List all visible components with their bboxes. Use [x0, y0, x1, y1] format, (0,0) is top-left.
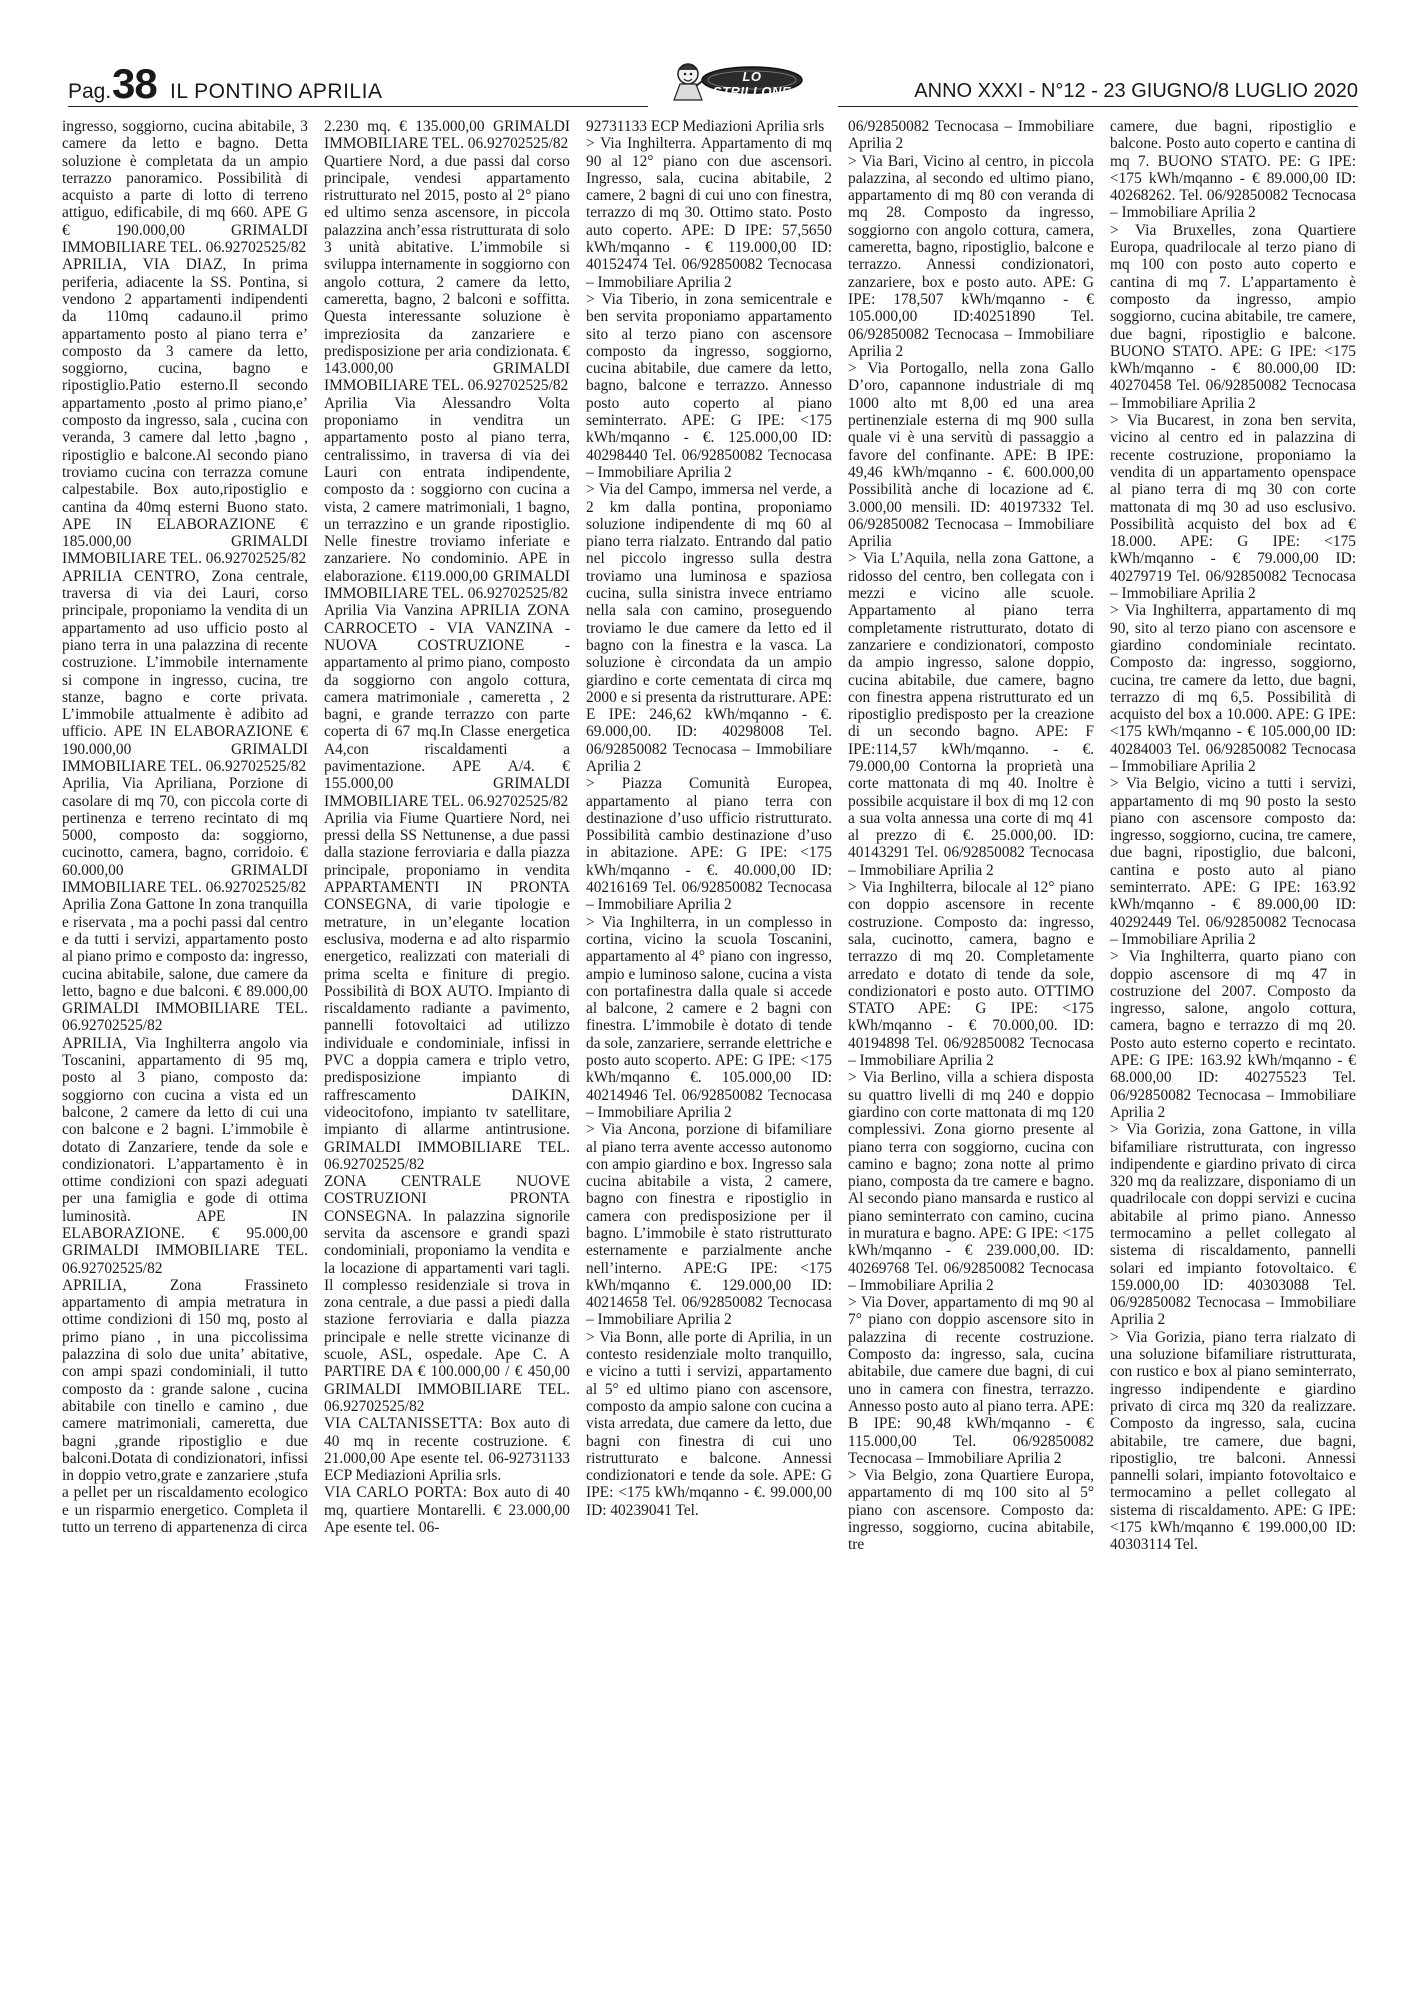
classified-ad: Aprilia Via Vanzina APRILIA ZONA CARROCETO - VIA VANZINA - NUOVA COSTRUZIONE - appartamento al primo piano, composto da soggiorno con angolo cottura, camera matrimoniale , cameretta , 2 bagni, e grande terrazzo con parte coperta di 67 mq.In Classe energetica A4,con riscaldamenti a pavimentazione. APE A/4. € 155.000,00 GRIMALDI IMMOBILIARE TEL. 06.92702525/82: [324, 602, 570, 810]
classified-ad: > Via Inghilterra. Appartamento di mq 90 al 12° piano con due ascensori. Ingresso, sala, cucina abitabile, 2 camere, 2 bagni di cui uno con finestra, terrazzo di mq 30. Ottimo stato. Posto auto coperto. APE: D IPE: 57,5650 kWh/mqanno - € 119.000,00 ID: 40152474 Tel. 06/92850082 Tecnocasa – Immobiliare Aprilia 2: [586, 135, 832, 291]
page-number: 38: [112, 60, 157, 107]
classified-ad: > Via del Campo, immersa nel verde, a 2 km dalla pontina, proponiamo soluzione indipendente di mq 60 al piano terra rialzato. Entrando dal patio nel piccolo ingresso sulla destra troviamo una luminosa e spaziosa cucina, sulla sinistra invece entriamo nella sala con camino, proseguendo troviamo le due camere da letto ed il bagno con la finestra e la vasca. La soluzione è circondata da un ampio giardino e corte cementata di circa mq 2000 e si presenta da ristrutturare. APE: E IPE: 246,62 kWh/mqanno - €. 69.000,00. ID: 40298008 Tel. 06/92850082 Tecnocasa – Immobiliare Aprilia 2: [586, 481, 832, 775]
header-rule-right: [838, 106, 1358, 107]
classified-ad: > Via Gorizia, zona Gattone, in villa bifamiliare ristrutturata, con ingresso indipendente e giardino privato di circa 320 mq da realizzare, disponiamo di un quadrilocale con doppi servizi e cucina abitabile al primo piano. Annesso termocamino a pellet collegato al sistema di riscaldamento, pannelli solari ed impianto fotovoltaico. € 159.000,00 ID: 40303088 Tel. 06/92850082 Tecnocasa – Immobiliare Aprilia 2: [1110, 1121, 1356, 1329]
classified-ad: > Via Belgio, vicino a tutti i servizi, appartamento di mq 90 posto la sesto piano con ascensore composto da: ingresso, soggiorno, cucina, tre camere, due bagni, ripostiglio, due balconi, cantina e posto auto al piano seminterrato. APE: G IPE: 163.92 kWh/mqanno - € 89.000,00 ID: 40292449 Tel. 06/92850082 Tecnocasa – Immobiliare Aprilia 2: [1110, 775, 1356, 948]
classified-ad: 06/92850082 Tecnocasa – Immobiliare Aprilia 2: [848, 118, 1094, 153]
classified-ad: > Piazza Comunità Europea, appartamento al piano terra con destinazione d’uso ufficio ristrutturato. Possibilità cambio destinazione d’uso in abitazione. APE: G IPE: <175 kWh/mqanno - €. 40.000,00 ID: 40216169 Tel. 06/92850082 Tecnocasa – Immobiliare Aprilia 2: [586, 775, 832, 914]
classified-ad: > Via Bonn, alle porte di Aprilia, in un contesto residenziale molto tranquillo, e vicino a tutti i servizi, appartamento al 5° ed ultimo piano con ascensore, composto da ampio salone con cucina a vista arredata, due camere da letto, due bagni con finestra di cui uno ristrutturato e balcone. Annessi condizionatori e tende da sole. APE: G IPE: <175 kWh/mqanno - €. 99.000,00 ID: 40239041 Tel.: [586, 1328, 832, 1519]
classified-ad: ingresso, soggiorno, cucina abitabile, 3 camere da letto e bagno. Detta soluzione è completata da un ampio terrazzo panoramico. Possibilità di acquisto a parte di lotto di terreno attiguo, edificabile, di mq 660. APE G € 190.000,00 GRIMALDI IMMOBILIARE TEL. 06.92702525/82: [62, 118, 308, 257]
classified-ad: > Via Inghilterra, quarto piano con doppio ascensore di mq 47 in costruzione del 2007. Composto da ingresso, salone, angolo cottura, camera, bagno e terrazzo di mq 20. Posto auto esterno coperto e recintato. APE: G IPE: 163.92 kWh/mqanno - € 68.000,00 ID: 40275523 Tel. 06/92850082 Tecnocasa – Immobiliare Aprilia 2: [1110, 948, 1356, 1121]
classified-ad: Aprilia via Fiume Quartiere Nord, nei pressi della SS Nettunense, a due passi dalla stazione ferroviaria e dalla piazza principale, proponiamo in vendita APPARTAMENTI IN PRONTA CONSEGNA, di varie tipologie e metrature, in un’elegante location esclusiva, moderna e ad alto risparmio energetico, realizzati con materiali di prima scelta e finiture di pregio. Possibilità di BOX AUTO. Impianto di riscaldamento radiante a pavimento, pannelli fotovoltaici ad utilizzo individuale e condominiale, infissi in PVC a doppia camera e triplo vetro, predisposizione impianto di raffrescamento DAIKIN, videocitofono, impianto tv satellitare, impianto di allarme antintrusione. GRIMALDI IMMOBILIARE TEL. 06.92702525/82: [324, 809, 570, 1173]
classified-ad: > Via Bari, Vicino al centro, in piccola palazzina, al secondo ed ultimo piano, appartamento di mq 80 con veranda di mq 28. Composto da ingresso, soggiorno con angolo cottura, camera, cameretta, bagno, ripostiglio, balcone e terrazzo. Annessi condizionatori, zanzariere, box e posto auto. APE: G IPE: 178,507 kWh/mqanno - € 105.000,00 ID:40251890 Tel. 06/92850082 Tecnocasa – Immobiliare Aprilia 2: [848, 152, 1094, 360]
classified-ad: APRILIA CENTRO, Zona centrale, traversa di via dei Lauri, corso principale, proponiamo la vendita di un appartamento ad uso ufficio posto al piano terra in una palazzina di recente costruzione. L’immobile internamente si compone in ingresso, cucina, tre stanze, bagno e corte privata. L’immobile attualmente è adibito ad ufficio. APE IN ELABORAZIONE € 190.000,00 GRIMALDI IMMOBILIARE TEL. 06.92702525/82: [62, 567, 308, 775]
page-label: Pag.: [68, 80, 112, 103]
column-5: [1110, 118, 1356, 1978]
classified-ad: Quartiere Nord, a due passi dal corso principale, vendesi appartamento ristrutturato nel 2015, posto al 2° piano ed ultimo senza ascensore, in piccola palazzina anch’essa ristrutturata di solo 3 unità abitative. L’immobile si sviluppa internamente in soggiorno con angolo cottura, 2 camere da letto, cameretta, bagno, 2 balconi e soffitta. Questa interessante soluzione è impreziosita da zanzariere e predisposizione per aria condizionata. € 143.000,00 GRIMALDI IMMOBILIARE TEL. 06.92702525/82: [324, 152, 570, 395]
issue-info: ANNO XXXI - N°12 - 23 GIUGNO/8 LUGLIO 2020: [914, 80, 1358, 102]
lo-strillone-logo: [666, 56, 804, 102]
column-1: [62, 118, 308, 1978]
classified-ad: > Via Ancona, porzione di bifamiliare al piano terra avente accesso autonomo con ampio giardino e box. Ingresso sala cucina abitabile a vista, 2 camere, bagno con finestra e ripostiglio in camera con predisposizione per il bagno. L’immobile è stato ristrutturato esternamente e parzialmente anche nell’interno. APE:G IPE: <175 kWh/mqanno €. 129.000,00 ID: 40214658 Tel. 06/92850082 Tecnocasa – Immobiliare Aprilia 2: [586, 1121, 832, 1329]
classified-ad: > Via L’Aquila, nella zona Gattone, a ridosso del centro, ben collegata con i mezzi e vicino alle scuole. Appartamento al piano terra completamente ristrutturato, dotato di zanzariere e condizionatori, composto da ampio ingresso, salone doppio, cucina abitabile, due camere, bagno con finestra appena ristrutturato ed un ripostiglio predisposto per la creazione di un secondo bagno. APE: F IPE:114,57 kWh/mqanno. - €. 79.000,00 Contorna la proprietà una corte mattonata di mq 40. Inoltre è possibile acquistare il box di mq 12 con a sua volta annessa una corte di mq 41 al prezzo di €. 25.000,00. ID: 40143291 Tel. 06/92850082 Tecnocasa – Immobiliare Aprilia 2: [848, 550, 1094, 879]
column-4: [848, 118, 1094, 1978]
classified-ad: > Via Tiberio, in zona semicentrale e ben servita proponiamo appartamento sito al terzo piano con ascensore composto da ingresso, soggiorno, cucina abitabile, due camere da letto, bagno, balcone e terrazzo. Annesso posto auto coperto al piano seminterrato. APE: G IPE: <175 kWh/mqanno - €. 125.000,00 ID: 40298440 Tel. 06/92850082 Tecnocasa – Immobiliare Aprilia 2: [586, 290, 832, 481]
classifieds-columns: [62, 118, 1358, 1978]
classified-ad: > Via Inghilterra, appartamento di mq 90, sito al terzo piano con ascensore e giardino condominiale recintato. Composto da: ingresso, soggiorno, cucina, tre camere da letto, due bagni, terrazzo di mq 6,5. Possibilità di acquisto del box a 10.000. APE: G IPE: <175 kWh/mqanno - € 105.000,00 ID: 40284003 Tel. 06/92850082 Tecnocasa – Immobiliare Aprilia 2: [1110, 602, 1356, 775]
classified-ad: > Via Gorizia, piano terra rialzato di una soluzione bifamiliare ristrutturata, con rustico e box al piano seminterrato, ingresso indipendente e giardino privato di circa mq 320 da realizzare. Composto da ingresso, sala, cucina abitabile, tre camere, due bagni, ripostiglio, tre balconi. Annessi pannelli solari, impianto fotovoltaico e termocamino a pellet collegato al sistema di riscaldamento. APE: G IPE: <175 kWh/mqanno € 199.000,00 ID: 40303114 Tel.: [1110, 1328, 1356, 1554]
classified-ad: APRILIA, Via Inghilterra angolo via Toscanini, appartamento di 95 mq, posto al 3 piano, composto da: soggiorno con cucina a vista ed un balcone, 2 camere da letto di cui una con balcone e 2 bagni. L’immobile è dotato di Zanzariere, tende da sole e condizionatori. L’appartamento è in ottime condizioni con spazi adeguati per una famiglia e gode di ottima luminosità. APE IN ELABORAZIONE. € 95.000,00 GRIMALDI IMMOBILIARE TEL. 06.92702525/82: [62, 1034, 308, 1277]
publication-title: IL PONTINO APRILIA: [170, 80, 383, 103]
classified-ad: camere, due bagni, ripostiglio e balcone. Posto auto coperto e cantina di mq 7. BUONO STATO. PE: G IPE: <175 kWh/mqanno - € 89.000,00 ID: 40268262. Tel. 06/92850082 Tecnocasa – Immobiliare Aprilia 2: [1110, 118, 1356, 222]
column-2: [324, 118, 570, 1978]
classified-ad: > Via Berlino, villa a schiera disposta su quattro livelli di mq 240 e doppio giardino con corte mattonata di mq 120 complessivi. Zona giorno presente al piano terra con soggiorno, cucina con camino e bagno; zona notte al primo piano, composta da tre camere e bagno. Al secondo piano mansarda e rustico al piano seminterrato con camino, cucina in muratura e bagno. APE: G IPE: <175 kWh/mqanno - € 239.000,00. ID: 40269768 Tel. 06/92850082 Tecnocasa – Immobiliare Aprilia 2: [848, 1069, 1094, 1294]
logo-text: LO STRILLONE: [712, 69, 792, 99]
classified-ad: 2.230 mq. € 135.000,00 GRIMALDI IMMOBILIARE TEL. 06.92702525/82: [324, 118, 570, 153]
classified-ad: Aprilia Zona Gattone In zona tranquilla e riservata , ma a pochi passi dal centro e da tutti i servizi, appartamento posto al piano primo e composto da: ingresso, cucina abitabile, salone, due camere da letto, bagno e due balconi. € 89.000,00 GRIMALDI IMMOBILIARE TEL. 06.92702525/82: [62, 896, 308, 1035]
classified-ad: > Via Portogallo, nella zona Gallo D’oro, capannone industriale di mq 1000 alto mt 8,00 ed una area pertinenziale esterna di mq 900 sulla quale vi è una servitù di passaggio a favore del confinante. APE: B IPE: 49,46 kWh/mqanno - €. 600.000,00 Possibilità anche di locazione ad €. 3.000,00 mensili. ID: 40197332 Tel. 06/92850082 Tecnocasa – Immobiliare Aprilia: [848, 360, 1094, 551]
classified-ad: Aprilia Via Alessandro Volta proponiamo in venditra un appartamento posto al piano terra, centralissimo, in traversa di via dei Lauri con entrata indipendente, composto da : soggiorno con cucina a vista, 2 camere matrimoniali, 1 bagno, un terrazzino e un grande ripostiglio. Nelle finestre troviamo inferiate e zanzariere. No condominio. APE in elaborazione. €119.000,00 GRIMALDI IMMOBILIARE TEL. 06.92702525/82: [324, 394, 570, 603]
classified-ad: 92731133 ECP Mediazioni Aprilia srls: [586, 118, 825, 135]
classified-ad: VIA CALTANISSETTA: Box auto di 40 mq in recente costruzione. € 21.000,00 Ape esente tel. 06-92731133 ECP Mediazioni Aprilia srls.: [324, 1415, 570, 1485]
classified-ad: APRILIA, VIA DIAZ, In prima periferia, adiacente la SS. Pontina, si vendono 2 appartamenti indipendenti da 110mq cadauno.il primo appartamento posto al piano terra e’ composto da 3 camere da letto, soggiorno, cucina, bagno e ripostiglio.Patio esterno.Il secondo appartamento ,posto al primo piano,e’ composto da ingresso, sala , cucina con veranda, 3 camere dal letto ,bagno , ripostiglio e balcone.Al secondo piano troviamo cucina con terrazza comune calpestabile. Box auto,ripostiglio e cantina da 40mq esterni Buono stato. APE IN ELABORAZIONE € 185.000,00 GRIMALDI IMMOBILIARE TEL. 06.92702525/82: [62, 256, 308, 568]
classified-ad: APRILIA, Zona Frassineto appartamento di ampia metratura in ottime condizioni di 150 mq, posto al primo piano , in una piccolissima palazzina di solo due unita’ abitative, con ampi spazi condominiali, il tutto composto da : grande salone , cucina abitabile con tinello e camino , due camere matrimoniali, cameretta, due bagni ,grande ripostiglio e due balconi.Dotata di condizionatori, infissi in doppio vetro,grate e zanzariere ,stufa a pellet per un riscaldamento ecologico e un risparmio energetico. Completa il tutto un terreno di appartenenza di circa: [62, 1276, 308, 1537]
page-header: [68, 58, 1358, 108]
classified-ad: ZONA CENTRALE NUOVE COSTRUZIONI PRONTA CONSEGNA. In palazzina signorile servita da ascensore e grandi spazi condominiali, proponiamo la vendita e la locazione di appartamenti vari tagli. Il complesso residenziale si trova in zona centrale, a due passi a piedi dalla stazione ferroviaria e dalla piazza principale e nelle strette vicinanze di scuole, ASL, ospedale. Ape C. A PARTIRE DA € 100.000,00 / € 450,00 GRIMALDI IMMOBILIARE TEL. 06.92702525/82: [324, 1173, 570, 1415]
classified-ad: > Via Belgio, zona Quartiere Europa, appartamento di mq 100 sito al 5° piano con ascensore. Composto da: ingresso, soggiorno, cucina abitabile, tre: [848, 1467, 1094, 1554]
classified-ad: > Via Bruxelles, zona Quartiere Europa, quadrilocale al terzo piano di mq 100 con posto auto coperto e cantina di mq 7. L’appartamento è composto da ingresso, ampio soggiorno, cucina abitabile, tre camere, due bagni, ripostiglio e balcone. BUONO STATO. APE: G IPE: <175 kWh/mqanno - € 80.000,00 ID: 40270458 Tel. 06/92850082 Tecnocasa – Immobiliare Aprilia 2: [1110, 221, 1356, 412]
classified-ad: > Via Bucarest, in zona ben servita, vicino al centro ed in palazzina di recente costruzione, proponiamo la vendita di un appartamento openspace al piano terra di mq 30 con corte mattonata di mq 30 ad uso esclusivo. Possibilità acquisto del box ad € 18.000. APE: G IPE: <175 kWh/mqanno - € 79.000,00 ID: 40279719 Tel. 06/92850082 Tecnocasa – Immobiliare Aprilia 2: [1110, 412, 1356, 603]
classified-ad: > Via Dover, appartamento di mq 90 al 7° piano con doppio ascensore sito in palazzina di recente costruzione. Composto da: ingresso, sala, cucina abitabile, due camere due bagni, di cui uno in camera con finestra, terrazzo. Annesso posto auto al piano terra. APE: B IPE: 90,48 kWh/mqanno - € 115.000,00 Tel. 06/92850082 Tecnocasa – Immobiliare Aprilia 2: [848, 1294, 1094, 1467]
header-rule-left: [68, 106, 648, 107]
classified-ad: VIA CARLO PORTA: Box auto di 40 mq, quartiere Montarelli. € 23.000,00 Ape esente tel. 06-: [324, 1484, 570, 1537]
classified-ad: Aprilia, Via Apriliana, Porzione di casolare di mq 70, con piccola corte di pertinenza e terreno recintato di mq 5000, composto da: soggiorno, cucinotto, camera, bagno, corridoio. € 60.000,00 GRIMALDI IMMOBILIARE TEL. 06.92702525/82: [62, 775, 308, 897]
classified-ad: > Via Inghilterra, bilocale al 12° piano con doppio ascensore in recente costruzione. Composto da: ingresso, sala, cucinotto, camera, bagno e terrazzo di mq 20. Completamente arredato e dotato di tende da sole, condizionatori e posto auto. OTTIMO STATO APE: G IPE: <175 kWh/mqanno - € 70.000,00. ID: 40194898 Tel. 06/92850082 Tecnocasa – Immobiliare Aprilia 2: [848, 879, 1094, 1070]
classified-ad: > Via Inghilterra, in un complesso in cortina, vicino la scuola Toscanini, appartamento al 4° piano con ingresso, ampio e luminoso salone, cucina a vista con portafinestra dalla quale si accede al balcone, 2 camere e 2 bagni con finestra. L’immobile è dotato di tende da sole, zanzariere, serrande elettriche e posto auto scoperto. APE: G IPE: <175 kWh/mqanno €. 105.000,00 ID: 40214946 Tel. 06/92850082 Tecnocasa – Immobiliare Aprilia 2: [586, 913, 832, 1121]
column-3: [586, 118, 832, 1978]
